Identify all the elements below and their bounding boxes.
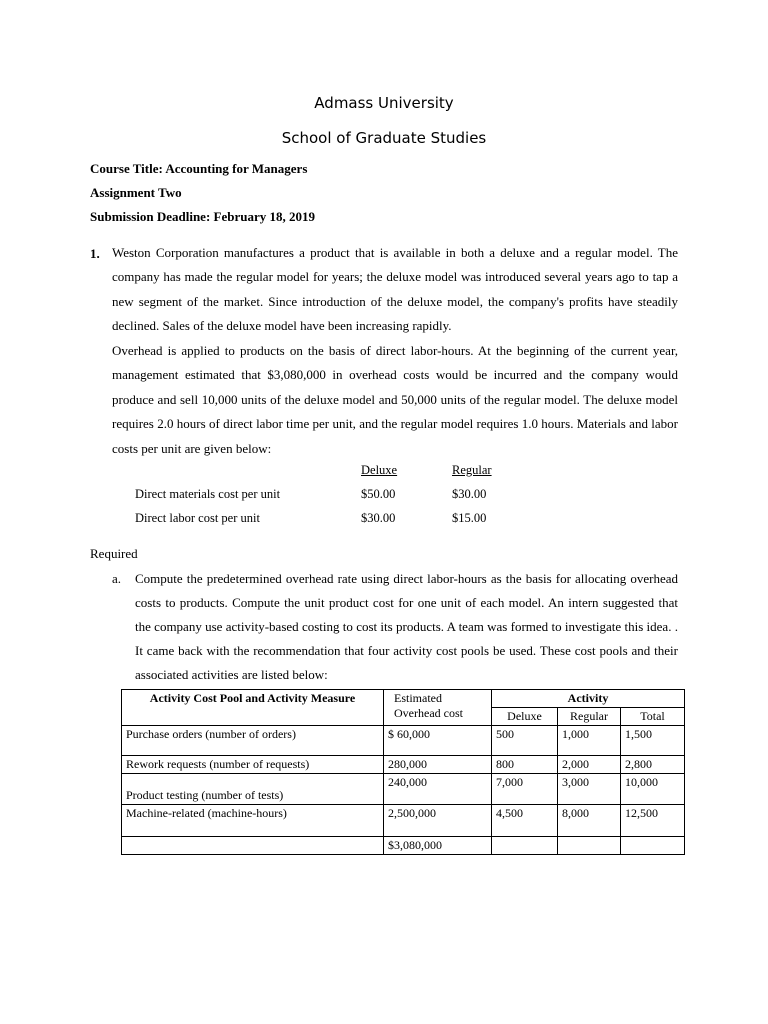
header-regular: Regular bbox=[558, 708, 621, 726]
total-cost-cell: $3,080,000 bbox=[384, 837, 492, 855]
header-estimated-line1: Estimated bbox=[394, 691, 442, 705]
cost-row-deluxe: $50.00 bbox=[361, 487, 396, 501]
header-estimated-line2: Overhead cost bbox=[394, 706, 463, 720]
cost-row-label: Direct materials cost per unit bbox=[135, 487, 281, 501]
total-cell: 10,000 bbox=[621, 774, 685, 805]
total-cell: 2,800 bbox=[621, 756, 685, 774]
cost-cell: 2,500,000 bbox=[384, 805, 492, 837]
question-paragraph-2: Overhead is applied to products on the basis of direct labor-hours. At the beginning of the current year, management estimated that $3,080,000 in overhead costs would be incurred and the company would produce and sell 10,000 units of the deluxe model and 50,000 units of the regular model. The deluxe model requires 2.0 hours of direct labor time per unit, and the regular model requires 1.0 hours. Materials and labor costs per unit are given below: bbox=[112, 343, 678, 456]
header-deluxe: Deluxe bbox=[492, 708, 558, 726]
activity-cost-table bbox=[121, 689, 685, 855]
required-heading: Required bbox=[90, 546, 138, 561]
cost-row-regular: $15.00 bbox=[452, 511, 487, 525]
school-title: School of Graduate Studies bbox=[281, 129, 487, 147]
table-header-row bbox=[122, 690, 685, 708]
table-row bbox=[122, 756, 685, 774]
cost-cell: 240,000 bbox=[384, 774, 492, 805]
pool-cell: Rework requests (number of requests) bbox=[122, 756, 384, 774]
regular-cell: 3,000 bbox=[558, 774, 621, 805]
regular-cell: 1,000 bbox=[558, 726, 621, 756]
cost-cell: 280,000 bbox=[384, 756, 492, 774]
question-paragraph-1: Weston Corporation manufactures a product that is available in both a deluxe and a regular model. The company has made the regular model for years; the deluxe model was introduced several years ago to tap a new segment of the market. Since introduction of the deluxe model, the company's profits have steadily declined. Sales of the deluxe model have been increasing rapidly. bbox=[112, 245, 678, 334]
table-row bbox=[122, 805, 685, 837]
total-cell: 1,500 bbox=[621, 726, 685, 756]
empty-cell bbox=[492, 837, 558, 855]
header-activity: Activity bbox=[492, 690, 685, 708]
course-title: Course Title: Accounting for Managers bbox=[90, 161, 308, 176]
empty-cell bbox=[558, 837, 621, 855]
cost-row-label: Direct labor cost per unit bbox=[135, 511, 260, 525]
table-row bbox=[122, 726, 685, 756]
question-number: 1. bbox=[90, 246, 100, 261]
part-a-text: Compute the predetermined overhead rate using direct labor-hours as the basis for allocating overhead costs to products. Compute the unit product cost for one unit of each model. An intern suggested that the company use activity-based costing to cost its products. A team was formed to investigate this idea. . It came back with the recommendation that four activity cost pools be used. These cost pools and their associated activities are listed below: bbox=[135, 571, 678, 682]
pool-cell: Product testing (number of tests) bbox=[122, 774, 384, 805]
part-a-label: a. bbox=[112, 571, 122, 586]
deluxe-cell: 500 bbox=[492, 726, 558, 756]
header-cost-pool: Activity Cost Pool and Activity Measure bbox=[122, 690, 384, 726]
submission-deadline: Submission Deadline: February 18, 2019 bbox=[90, 209, 315, 224]
pool-cell: Purchase orders (number of orders) bbox=[122, 726, 384, 756]
table-total-row bbox=[122, 837, 685, 855]
cost-row-deluxe: $30.00 bbox=[361, 511, 396, 525]
table-row bbox=[122, 774, 685, 805]
regular-cell: 2,000 bbox=[558, 756, 621, 774]
cost-cell: $ 60,000 bbox=[384, 726, 492, 756]
header-total: Total bbox=[621, 708, 685, 726]
cost-header-deluxe: Deluxe bbox=[361, 463, 398, 477]
cost-header-regular: Regular bbox=[452, 463, 492, 477]
assignment-title: Assignment Two bbox=[90, 185, 182, 200]
empty-cell bbox=[621, 837, 685, 855]
deluxe-cell: 7,000 bbox=[492, 774, 558, 805]
regular-cell: 8,000 bbox=[558, 805, 621, 837]
total-cell: 12,500 bbox=[621, 805, 685, 837]
university-title: Admass University bbox=[314, 94, 454, 112]
cost-row-regular: $30.00 bbox=[452, 487, 487, 501]
pool-cell: Machine-related (machine-hours) bbox=[122, 805, 384, 837]
deluxe-cell: 4,500 bbox=[492, 805, 558, 837]
header-estimated-cost bbox=[384, 690, 492, 726]
deluxe-cell: 800 bbox=[492, 756, 558, 774]
empty-cell bbox=[122, 837, 384, 855]
